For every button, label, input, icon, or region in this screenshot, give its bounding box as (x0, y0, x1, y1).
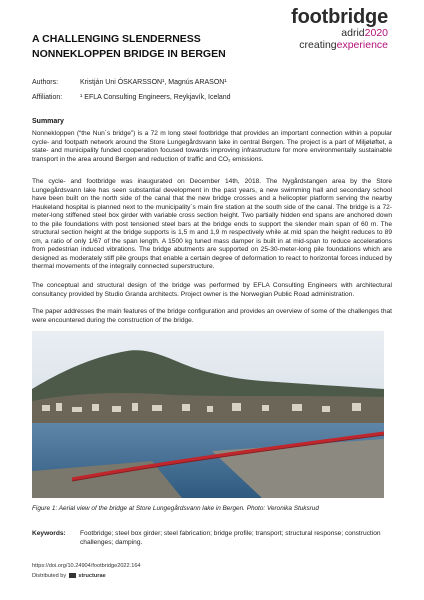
structurae-logo-icon (69, 573, 76, 578)
summary-heading: Summary (32, 118, 64, 125)
summary-paragraph-2: The cycle- and footbridge was inaugurated on December 14th, 2018. The Nygårdstangen area by the Store Lungegårdsvann lake has seen substantial development in the past years, a new swimming hall and secondary school have been built on the north side of the canal that the new bridge crosses and a helicopter platform serving the nearby Haukeland hospital is planned next to the municipality´s main fire station at the south side of the canal. The bridge is a 72-meter-long stiffened steel box girder with variable cross section height. Two partially hidden end spans are anchored down to the pile foundations with post tensioned steel bars at the bridge ends to support the slender main span of 60 m. The structural section height at the bridge supports is 1,5 m and 1,9 m respectively while at mid span the height reduces to 89 cm, a ratio of only 1/67 of the span length. A 1500 kg tuned mass damper is built in at mid-span to reduce accelerations from pedestrian induced vibrations. The bridge abutments are supported on 25-30-meter-long pile foundations which are designed as moderately stiff pile groups that enable a certain degree of deformation to react to horizontal forces induced by thermal movements of the integrally connected superstructure. (32, 178, 392, 270)
affiliation-label: Affiliation: (32, 94, 63, 101)
logo-tagline-b: experience (336, 39, 388, 51)
title-line-2: NONNEKLOPPEN BRIDGE IN BERGEN (32, 47, 226, 60)
summary-paragraph-3: The conceptual and structural design of the bridge was performed by EFLA Consulting Engineers with architectural consultancy provided by Studio Granda architects. Project owner is the Norwegian Public Road administration. (32, 282, 392, 298)
paper-title (32, 32, 292, 61)
summary-paragraph-4: The paper addresses the main features of the bridge configuration and provides an overview of some of the challenges that were encountered during the construction of the bridge. (32, 308, 392, 324)
authors-value: Kristján Uni ÓSKARSSON¹, Magnús ARASON¹ (80, 79, 227, 86)
logo-year: 2020 (364, 27, 388, 39)
summary-paragraph-1: Nonnekloppen (“the Nun´s bridge”) is a 72 m long steel footbridge that provides an important connection within a popular cycle- and footpath network around the Store Lungegårdsvann lake in central Bergen. The project is a part of Miljøløftet, a state- and municipality funded cooperation focused towards improving infrastructure for more environmentally sustainable transport in the area around Bergen and reduction of traffic and CO₂ emissions. (32, 130, 392, 163)
distributed-by-label: Distributed by (32, 573, 67, 579)
logo-tagline (291, 39, 388, 51)
keywords-label: Keywords: (32, 530, 66, 537)
logo-year-line (291, 27, 388, 39)
doi-link[interactable]: https://doi.org/10.24904/footbridge2022.164 (32, 563, 141, 569)
authors-label: Authors: (32, 79, 59, 86)
affiliation-row (32, 93, 231, 102)
figure-caption: Figure 1: Aerial view of the bridge at Store Lungegårdsvann lake in Bergen. Photo: Veronika Stuksrud (32, 505, 319, 512)
authors-row (32, 78, 227, 87)
logo-city: adrid (341, 27, 365, 39)
conference-logo (291, 7, 388, 51)
aerial-photo-illustration (32, 331, 384, 498)
structurae-name: structurae (78, 573, 106, 579)
logo-wordmark: footbridge (291, 6, 388, 28)
affiliation-value: ¹ EFLA Consulting Engineers, Reykjavík, Iceland (80, 94, 231, 101)
aerial-bridge-photo (32, 331, 384, 498)
title-line-1: A CHALLENGING SLENDERNESS (32, 33, 201, 45)
keywords-value: Footbridge; steel box girder; steel fabrication; bridge profile; transport; structural response; construction challenges; damping. (80, 530, 381, 546)
distributor-line (32, 573, 106, 579)
logo-tagline-a: creating (299, 39, 337, 51)
